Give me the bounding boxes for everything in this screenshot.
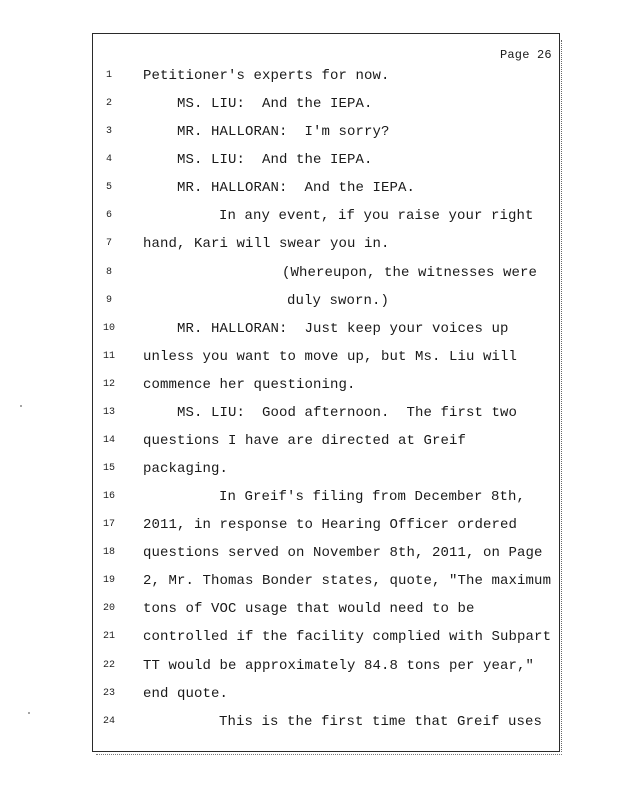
line-number: 1 bbox=[105, 70, 112, 81]
transcript-line: (Whereupon, the witnesses were bbox=[282, 265, 538, 281]
page-edge-right bbox=[561, 40, 564, 752]
line-number: 20 bbox=[102, 603, 115, 614]
transcript-line: In any event, if you raise your right bbox=[219, 208, 534, 224]
transcript-line: unless you want to move up, but Ms. Liu will bbox=[143, 349, 518, 365]
line-number: 7 bbox=[105, 238, 112, 249]
line-number: 2 bbox=[105, 98, 112, 109]
line-number: 11 bbox=[102, 351, 115, 362]
transcript-line: 2, Mr. Thomas Bonder states, quote, "The maximum bbox=[143, 573, 552, 589]
transcript-line: tons of VOC usage that would need to be bbox=[143, 601, 475, 617]
line-number: 18 bbox=[102, 547, 115, 558]
transcript-line: packaging. bbox=[143, 461, 229, 477]
line-number: 14 bbox=[102, 435, 115, 446]
line-number: 21 bbox=[102, 631, 115, 642]
line-number: 17 bbox=[102, 519, 115, 530]
line-number: 4 bbox=[105, 154, 112, 165]
line-number: 15 bbox=[102, 463, 115, 474]
transcript-line: This is the first time that Greif uses bbox=[219, 714, 543, 730]
line-number: 10 bbox=[102, 323, 115, 334]
line-number: 16 bbox=[102, 491, 115, 502]
transcript-line: controlled if the facility complied with Subpart bbox=[143, 629, 552, 645]
transcript-line: MR. HALLORAN: Just keep your voices up bbox=[177, 321, 509, 337]
transcript-line: MR. HALLORAN: I'm sorry? bbox=[177, 124, 390, 140]
transcript-line: TT would be approximately 84.8 tons per year," bbox=[143, 658, 535, 674]
page-edge-bottom bbox=[96, 754, 562, 756]
scan-speck bbox=[20, 405, 22, 407]
transcript-line: Petitioner's experts for now. bbox=[143, 68, 390, 84]
line-number: 6 bbox=[105, 210, 112, 221]
line-number: 24 bbox=[102, 716, 115, 727]
page-number: Page 26 bbox=[500, 48, 552, 62]
line-number: 9 bbox=[105, 295, 112, 306]
line-number: 3 bbox=[105, 126, 112, 137]
line-number: 19 bbox=[102, 575, 115, 586]
line-number: 12 bbox=[102, 379, 115, 390]
transcript-line: MS. LIU: Good afternoon. The first two bbox=[177, 405, 518, 421]
line-number: 23 bbox=[102, 688, 115, 699]
transcript-line: MS. LIU: And the IEPA. bbox=[177, 152, 373, 168]
transcript-line: duly sworn.) bbox=[287, 293, 390, 309]
line-number: 5 bbox=[105, 182, 112, 193]
transcript-line: questions I have are directed at Greif bbox=[143, 433, 467, 449]
line-number: 13 bbox=[102, 407, 115, 418]
transcript-line: end quote. bbox=[143, 686, 229, 702]
transcript-line: 2011, in response to Hearing Officer ordered bbox=[143, 517, 518, 533]
transcript-line: In Greif's filing from December 8th, bbox=[219, 489, 526, 505]
transcript-line: MS. LIU: And the IEPA. bbox=[177, 96, 373, 112]
transcript-line: commence her questioning. bbox=[143, 377, 356, 393]
transcript-line: questions served on November 8th, 2011, on Page bbox=[143, 545, 543, 561]
line-number: 22 bbox=[102, 660, 115, 671]
transcript-line: MR. HALLORAN: And the IEPA. bbox=[177, 180, 416, 196]
transcript-line: hand, Kari will swear you in. bbox=[143, 236, 390, 252]
scan-speck bbox=[28, 712, 30, 714]
line-number: 8 bbox=[105, 267, 112, 278]
